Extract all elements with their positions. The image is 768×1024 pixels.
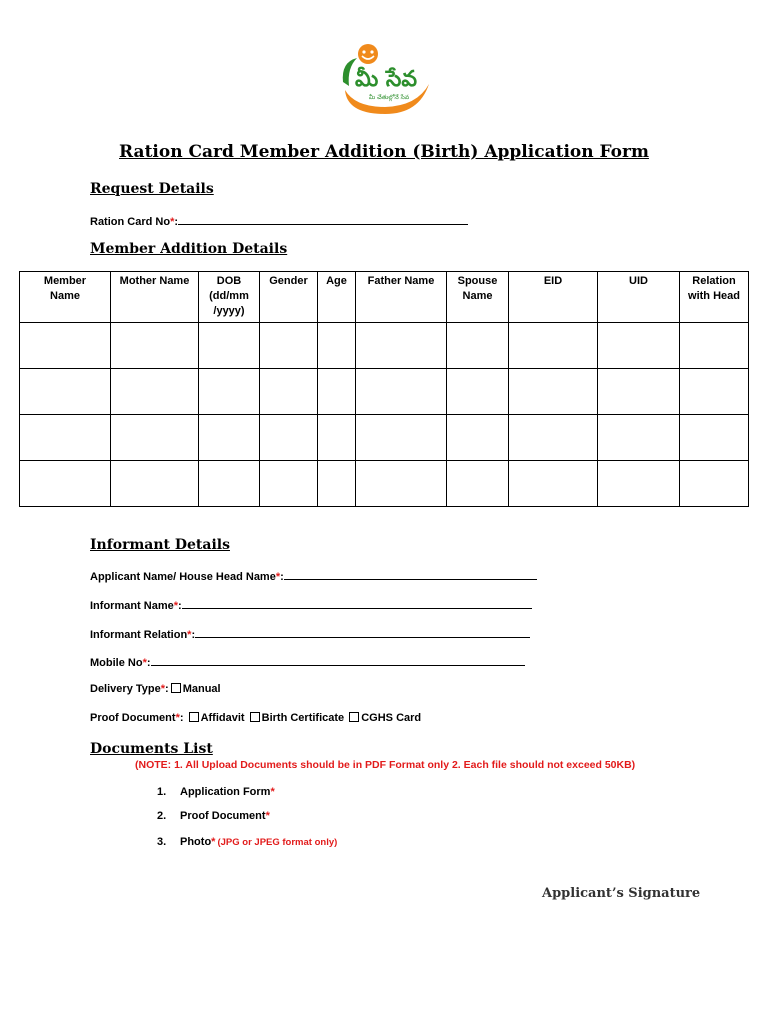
mobile-field[interactable]: Mobile No*: bbox=[90, 654, 525, 669]
table-cell[interactable] bbox=[598, 461, 680, 507]
table-cell[interactable] bbox=[509, 369, 598, 415]
col-uid: UID bbox=[598, 272, 680, 323]
table-cell[interactable] bbox=[598, 415, 680, 461]
document-item-application-form: 1. Application Form* bbox=[157, 786, 275, 798]
applicant-name-field[interactable]: Applicant Name/ House Head Name*: bbox=[90, 568, 537, 583]
col-member-name: Member Name bbox=[20, 272, 111, 323]
manual-option-label: Manual bbox=[182, 683, 221, 695]
required-mark: * bbox=[170, 216, 175, 228]
delivery-type-label: Delivery Type bbox=[90, 683, 161, 695]
informant-relation-input-line[interactable] bbox=[195, 626, 530, 638]
ration-card-label: Ration Card No bbox=[90, 216, 171, 228]
document-item-photo: 3. Photo* (JPG or JPEG format only) bbox=[157, 836, 338, 848]
member-table-header bbox=[20, 272, 749, 323]
member-table bbox=[19, 271, 749, 507]
table-cell[interactable] bbox=[680, 369, 749, 415]
table-cell[interactable] bbox=[260, 461, 318, 507]
table-cell[interactable] bbox=[111, 461, 199, 507]
col-eid: EID bbox=[509, 272, 598, 323]
applicant-name-label: Applicant Name/ House Head Name bbox=[90, 571, 276, 583]
table-cell[interactable] bbox=[356, 415, 447, 461]
applicant-signature-label: Applicant’s Signature bbox=[542, 886, 701, 901]
table-cell[interactable] bbox=[356, 461, 447, 507]
table-cell[interactable] bbox=[356, 323, 447, 369]
col-gender: Gender bbox=[260, 272, 318, 323]
table-cell[interactable] bbox=[356, 369, 447, 415]
informant-details-heading: Informant Details bbox=[90, 537, 230, 553]
table-row bbox=[20, 369, 749, 415]
col-dob: DOB (dd/mm /yyyy) bbox=[199, 272, 260, 323]
svg-text:మీ చేతుల్లోనే సేవ: మీ చేతుల్లోనే సేవ bbox=[368, 94, 410, 101]
cghs-card-option-label: CGHS Card bbox=[361, 712, 422, 724]
applicant-name-input-line[interactable] bbox=[284, 568, 537, 580]
affidavit-checkbox[interactable] bbox=[189, 712, 199, 722]
birth-certificate-checkbox[interactable] bbox=[250, 712, 260, 722]
table-cell[interactable] bbox=[318, 415, 356, 461]
member-addition-heading: Member Addition Details bbox=[90, 241, 288, 257]
table-cell[interactable] bbox=[509, 323, 598, 369]
table-cell[interactable] bbox=[199, 369, 260, 415]
table-cell[interactable] bbox=[447, 461, 509, 507]
informant-relation-label: Informant Relation bbox=[90, 629, 188, 641]
affidavit-option-label: Affidavit bbox=[200, 712, 245, 724]
table-row bbox=[20, 323, 749, 369]
informant-name-label: Informant Name bbox=[90, 600, 174, 612]
col-age: Age bbox=[318, 272, 356, 323]
cghs-card-checkbox[interactable] bbox=[349, 712, 359, 722]
table-row bbox=[20, 461, 749, 507]
proof-document-label: Proof Document bbox=[90, 712, 176, 724]
table-cell[interactable] bbox=[598, 369, 680, 415]
table-cell[interactable] bbox=[260, 415, 318, 461]
svg-text:మీ సేవ: మీ సేవ bbox=[354, 67, 418, 92]
mobile-input-line[interactable] bbox=[151, 654, 525, 666]
table-cell[interactable] bbox=[680, 323, 749, 369]
table-cell[interactable] bbox=[447, 415, 509, 461]
table-cell[interactable] bbox=[111, 369, 199, 415]
table-cell[interactable] bbox=[199, 415, 260, 461]
mobile-label: Mobile No bbox=[90, 657, 143, 669]
table-cell[interactable] bbox=[509, 461, 598, 507]
informant-name-field[interactable]: Informant Name*: bbox=[90, 597, 532, 612]
table-cell[interactable] bbox=[20, 461, 111, 507]
table-cell[interactable] bbox=[260, 323, 318, 369]
document-item-proof-document: 2. Proof Document* bbox=[157, 810, 270, 822]
ration-card-input-line[interactable] bbox=[178, 213, 468, 225]
delivery-type-field: Delivery Type*: Manual bbox=[90, 683, 221, 695]
table-cell[interactable] bbox=[447, 323, 509, 369]
table-cell[interactable] bbox=[318, 369, 356, 415]
documents-list-heading: Documents List bbox=[90, 741, 213, 757]
table-cell[interactable] bbox=[199, 323, 260, 369]
table-cell[interactable] bbox=[199, 461, 260, 507]
table-cell[interactable] bbox=[509, 415, 598, 461]
table-cell[interactable] bbox=[680, 461, 749, 507]
table-cell[interactable] bbox=[260, 369, 318, 415]
table-row bbox=[20, 415, 749, 461]
birth-certificate-option-label: Birth Certificate bbox=[261, 712, 345, 724]
table-cell[interactable] bbox=[318, 461, 356, 507]
ration-card-field[interactable]: Ration Card No*: bbox=[90, 213, 468, 228]
table-cell[interactable] bbox=[20, 323, 111, 369]
col-relation-with-head: Relation with Head bbox=[680, 272, 749, 323]
form-title: Ration Card Member Addition (Birth) Application Form bbox=[119, 142, 649, 162]
table-cell[interactable] bbox=[680, 415, 749, 461]
col-spouse-name: Spouse Name bbox=[447, 272, 509, 323]
informant-relation-field[interactable]: Informant Relation*: bbox=[90, 626, 530, 641]
manual-checkbox[interactable] bbox=[171, 683, 181, 693]
mee-seva-logo bbox=[337, 42, 435, 118]
table-cell[interactable] bbox=[20, 415, 111, 461]
table-cell[interactable] bbox=[111, 415, 199, 461]
table-cell[interactable] bbox=[598, 323, 680, 369]
col-father-name: Father Name bbox=[356, 272, 447, 323]
proof-document-field: Proof Document*: Affidavit Birth Certificate CGHS Card bbox=[90, 712, 422, 724]
table-cell[interactable] bbox=[20, 369, 111, 415]
col-mother-name: Mother Name bbox=[111, 272, 199, 323]
table-cell[interactable] bbox=[318, 323, 356, 369]
informant-name-input-line[interactable] bbox=[182, 597, 532, 609]
table-cell[interactable] bbox=[111, 323, 199, 369]
upload-note: (NOTE: 1. All Upload Documents should be in PDF Format only 2. Each file should not exceed 50KB) bbox=[135, 759, 636, 771]
request-details-heading: Request Details bbox=[90, 181, 214, 197]
table-cell[interactable] bbox=[447, 369, 509, 415]
